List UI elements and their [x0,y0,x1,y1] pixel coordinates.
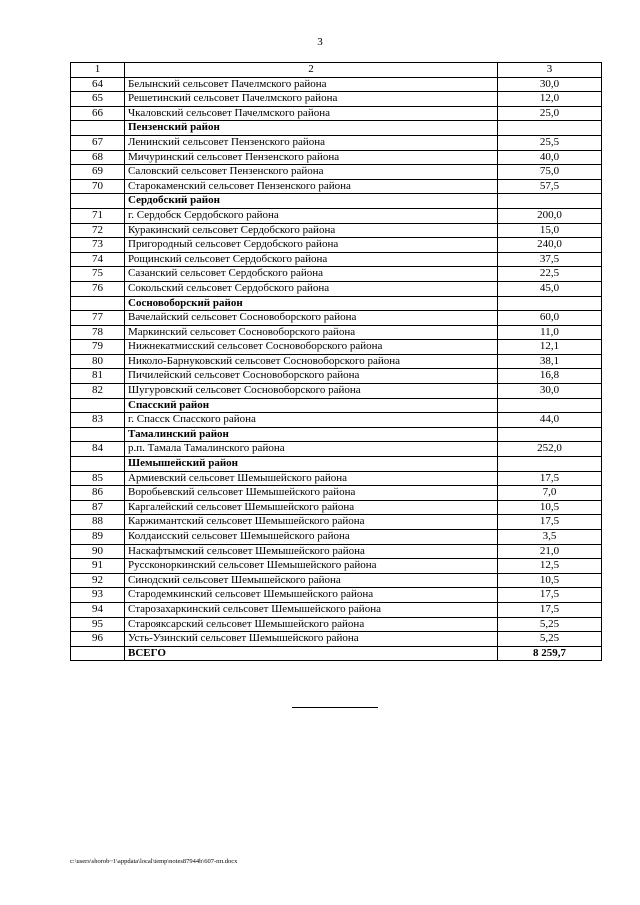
row-value: 200,0 [498,208,602,223]
row-value: 60,0 [498,311,602,326]
row-name: Решетинский сельсовет Пачелмского района [125,92,498,107]
row-value: 37,5 [498,252,602,267]
section-title: Сердобский район [125,194,498,209]
table-row [71,486,602,501]
row-number: 71 [71,208,125,223]
section-row [71,457,602,472]
row-name: Маркинский сельсовет Сосновоборского района [125,325,498,340]
row-number: 87 [71,500,125,515]
row-value: 75,0 [498,165,602,180]
row-value: 25,5 [498,135,602,150]
row-number: 95 [71,617,125,632]
header-col-1: 1 [71,63,125,78]
section-row [71,194,602,209]
row-name: Каржимантский сельсовет Шемышейского района [125,515,498,530]
row-number: 82 [71,384,125,399]
table-row [71,617,602,632]
table-row [71,544,602,559]
row-value: 16,8 [498,369,602,384]
row-value: 5,25 [498,632,602,647]
row-number [71,296,125,311]
row-name: г. Спасск Спасского района [125,413,498,428]
row-name: Вачелайский сельсовет Сосновоборского района [125,311,498,326]
row-name: Стародемкинский сельсовет Шемышейского района [125,588,498,603]
row-value [498,296,602,311]
row-value [498,398,602,413]
row-number: 74 [71,252,125,267]
row-name: Ленинский сельсовет Пензенского района [125,135,498,150]
row-number: 89 [71,530,125,545]
header-col-2: 2 [125,63,498,78]
row-number [71,121,125,136]
row-value: 17,5 [498,602,602,617]
table-body [71,63,602,661]
row-number: 65 [71,92,125,107]
section-title: Спасский район [125,398,498,413]
row-name: Старозахаркинский сельсовет Шемышейского района [125,602,498,617]
row-number: 96 [71,632,125,647]
row-number: 81 [71,369,125,384]
table-row [71,471,602,486]
table-row [71,165,602,180]
row-value: 44,0 [498,413,602,428]
total-label: ВСЕГО [125,646,498,661]
table-row [71,515,602,530]
row-number: 68 [71,150,125,165]
table-row [71,588,602,603]
table-row [71,77,602,92]
section-row [71,398,602,413]
row-name: Наскафтымский сельсовет Шемышейского района [125,544,498,559]
row-value [498,194,602,209]
row-name: Чкаловский сельсовет Пачелмского района [125,106,498,121]
row-value: 45,0 [498,281,602,296]
allocation-table [70,62,602,661]
row-number: 94 [71,602,125,617]
row-value: 240,0 [498,238,602,253]
row-name: Сокольский сельсовет Сердобского района [125,281,498,296]
row-value: 11,0 [498,325,602,340]
row-number: 80 [71,354,125,369]
row-number [71,194,125,209]
table-row [71,530,602,545]
header-col-3: 3 [498,63,602,78]
row-number: 76 [71,281,125,296]
row-value: 57,5 [498,179,602,194]
row-name: Белынский сельсовет Пачелмского района [125,77,498,92]
row-number: 70 [71,179,125,194]
section-title: Шемышейский район [125,457,498,472]
row-number: 91 [71,559,125,574]
row-number: 78 [71,325,125,340]
row-name: Руссконоркинский сельсовет Шемышейского района [125,559,498,574]
row-number: 66 [71,106,125,121]
row-value: 30,0 [498,77,602,92]
file-path: c:\users\shorob~1\appdata\local\temp\notes87944b\607-пп.docx [70,858,238,865]
row-number: 86 [71,486,125,501]
row-value: 12,1 [498,340,602,355]
row-value: 15,0 [498,223,602,238]
row-number: 67 [71,135,125,150]
table-row [71,267,602,282]
row-number: 93 [71,588,125,603]
table-row [71,500,602,515]
table-row [71,106,602,121]
row-name: Синодский сельсовет Шемышейского района [125,573,498,588]
table-row [71,559,602,574]
row-value: 7,0 [498,486,602,501]
table-row [71,208,602,223]
table-row [71,223,602,238]
row-name: Николо-Барнуковский сельсовет Сосновоборского района [125,354,498,369]
row-value [498,427,602,442]
row-name: Нижнекатмисский сельсовет Сосновоборского района [125,340,498,355]
table-row [71,632,602,647]
row-number: 85 [71,471,125,486]
table-row [71,602,602,617]
row-value: 12,5 [498,559,602,574]
section-row [71,121,602,136]
row-name: Усть-Узинский сельсовет Шемышейского района [125,632,498,647]
table-row [71,354,602,369]
row-value: 10,5 [498,500,602,515]
row-number [71,457,125,472]
row-name: Шугуровский сельсовет Сосновоборского района [125,384,498,399]
row-value: 12,0 [498,92,602,107]
row-number: 92 [71,573,125,588]
row-number [71,398,125,413]
row-value [498,121,602,136]
table-row [71,384,602,399]
table-row [71,92,602,107]
section-row [71,296,602,311]
row-name: Старояксарский сельсовет Шемышейского района [125,617,498,632]
row-number: 84 [71,442,125,457]
row-number: 83 [71,413,125,428]
row-value: 22,5 [498,267,602,282]
table-row [71,442,602,457]
row-name: Воробьевский сельсовет Шемышейского района [125,486,498,501]
total-value: 8 259,7 [498,646,602,661]
table-row [71,573,602,588]
row-name: г. Сердобск Сердобского района [125,208,498,223]
row-value: 38,1 [498,354,602,369]
section-row [71,427,602,442]
table-row [71,135,602,150]
row-value: 40,0 [498,150,602,165]
row-number: 79 [71,340,125,355]
row-value: 25,0 [498,106,602,121]
row-number: 64 [71,77,125,92]
row-number: 90 [71,544,125,559]
row-name: Колдаисский сельсовет Шемышейского района [125,530,498,545]
table-row [71,340,602,355]
row-number: 88 [71,515,125,530]
table-row [71,238,602,253]
row-name: Рощинский сельсовет Сердобского района [125,252,498,267]
row-name: Куракинский сельсовет Сердобского района [125,223,498,238]
row-value: 5,25 [498,617,602,632]
table-row [71,413,602,428]
row-value: 30,0 [498,384,602,399]
row-name: Сазанский сельсовет Сердобского района [125,267,498,282]
table-row [71,311,602,326]
table-row [71,281,602,296]
row-number: 69 [71,165,125,180]
row-number [71,646,125,661]
row-value: 3,5 [498,530,602,545]
row-value: 21,0 [498,544,602,559]
table-header-row [71,63,602,78]
row-name: Армиевский сельсовет Шемышейского района [125,471,498,486]
row-value: 10,5 [498,573,602,588]
row-number: 72 [71,223,125,238]
row-number: 75 [71,267,125,282]
page-number: 3 [317,36,323,48]
closing-rule [292,707,378,708]
section-title: Пензенский район [125,121,498,136]
row-number: 73 [71,238,125,253]
section-title: Сосновоборский район [125,296,498,311]
row-name: Каргалейский сельсовет Шемышейского района [125,500,498,515]
table-row [71,150,602,165]
section-title: Тамалинский район [125,427,498,442]
row-name: р.п. Тамала Тамалинского района [125,442,498,457]
row-number [71,427,125,442]
table-row [71,252,602,267]
table-row [71,179,602,194]
table-row [71,325,602,340]
row-name: Пичилейский сельсовет Сосновоборского района [125,369,498,384]
row-name: Старокаменский сельсовет Пензенского района [125,179,498,194]
row-value: 17,5 [498,471,602,486]
total-row [71,646,602,661]
row-name: Пригородный сельсовет Сердобского района [125,238,498,253]
row-number: 77 [71,311,125,326]
row-name: Саловский сельсовет Пензенского района [125,165,498,180]
row-value: 17,5 [498,515,602,530]
row-value [498,457,602,472]
row-value: 17,5 [498,588,602,603]
row-name: Мичуринский сельсовет Пензенского района [125,150,498,165]
table-row [71,369,602,384]
row-value: 252,0 [498,442,602,457]
